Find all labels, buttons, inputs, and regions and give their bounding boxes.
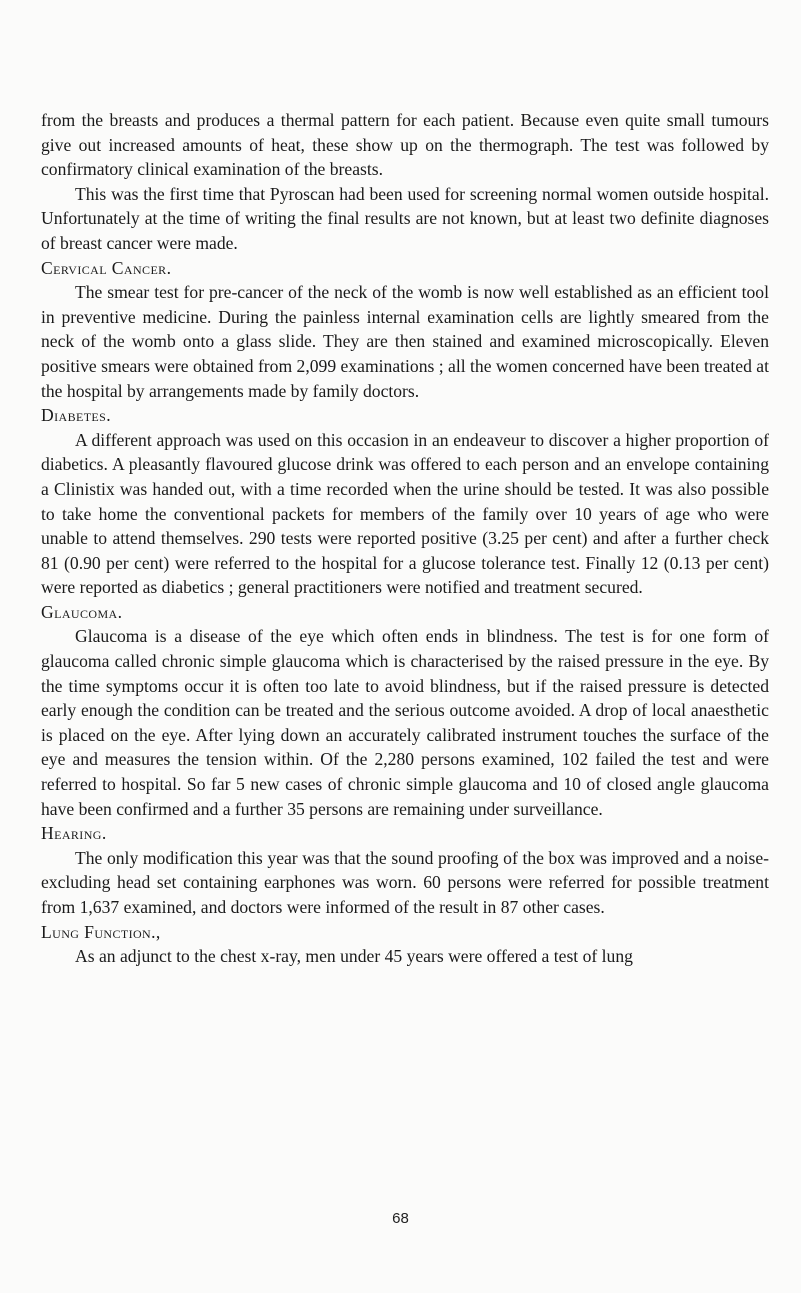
heading-hearing: Hearing. — [41, 823, 107, 844]
heading-lung-function: Lung Function., — [41, 921, 161, 942]
paragraph-glaucoma: Glaucoma is a disease of the eye which often ends in blindness. The test is for one form of glaucoma called chronic simple glaucoma which is characterised by the raised pressure in the eye. By the time symptoms occur it is often too late to avoid blindness, but if the raised pressure is detected early enough the condition can be treated and the serious outcome avoided. A drop of local anaesthetic is placed on the eye. After lying down an accurately calibrated instrument touches the surface of the eye and measures the tension within. Of the 2,280 persons examined, 102 failed the test and were referred to hospital. So far 5 new cases of chronic simple glaucoma and 10 of closed angle glaucoma have been confirmed and a further 35 persons are remaining under surveillance. — [41, 626, 769, 819]
paragraph-pyroscan: This was the first time that Pyroscan had been used for screening normal women outside hospital. Unfortunately at the time of writing the final results are not known, but at least two definite diagnoses of breast cancer were made. — [41, 183, 769, 253]
paragraph-hearing: The only modification this year was that the sound proofing of the box was improved and a noise-excluding head set containing earphones was worn. 60 persons were referred for possible treatment from 1,637 examined, and doctors were informed of the result in 87 other cases. — [41, 847, 769, 917]
paragraph-diabetes: A different approach was used on this occasion in an endeaveur to discover a higher proportion of diabetics. A pleasantly flavoured glucose drink was offered to each person and an envelope containing a Clinistix was handed out, with a time recorded when the urine should be tested. It was also possible to take home the conventional packets for members of the family over 10 years of age who were unable to attend themselves. 290 tests were reported positive (3.25 per cent) and after a further check 81 (0.90 per cent) were referred to the hospital for a glucose tolerance test. Finally 12 (0.13 per cent) were reported as diabetics ; general practitioners were notified and treatment secured. — [41, 429, 769, 598]
heading-glaucoma: Glaucoma. — [41, 601, 123, 622]
page-number: 68 — [392, 1210, 409, 1227]
heading-cervical-cancer: Cervical Cancer. — [41, 257, 172, 278]
paragraph-cervical-cancer: The smear test for pre-cancer of the neck of the womb is now well established as an efficient tool in preventive medicine. During the painless internal examination cells are lightly smeared from the neck of the womb onto a glass slide. They are then stained and examined microscopically. Eleven positive smears were obtained from 2,099 examinations ; all the women concerned have been treated at the hospital by arrangements made by family doctors. — [41, 282, 769, 401]
document-body — [41, 108, 769, 969]
paragraph-lung-function: As an adjunct to the chest x-ray, men under 45 years were offered a test of lung — [75, 946, 633, 967]
heading-diabetes: Diabetes. — [41, 405, 112, 426]
paragraph-thermography: from the breasts and produces a thermal pattern for each patient. Because even quite small tumours give out increased amounts of heat, these show up on the thermograph. The test was followed by confirmatory clinical examination of the breasts. — [41, 110, 769, 180]
